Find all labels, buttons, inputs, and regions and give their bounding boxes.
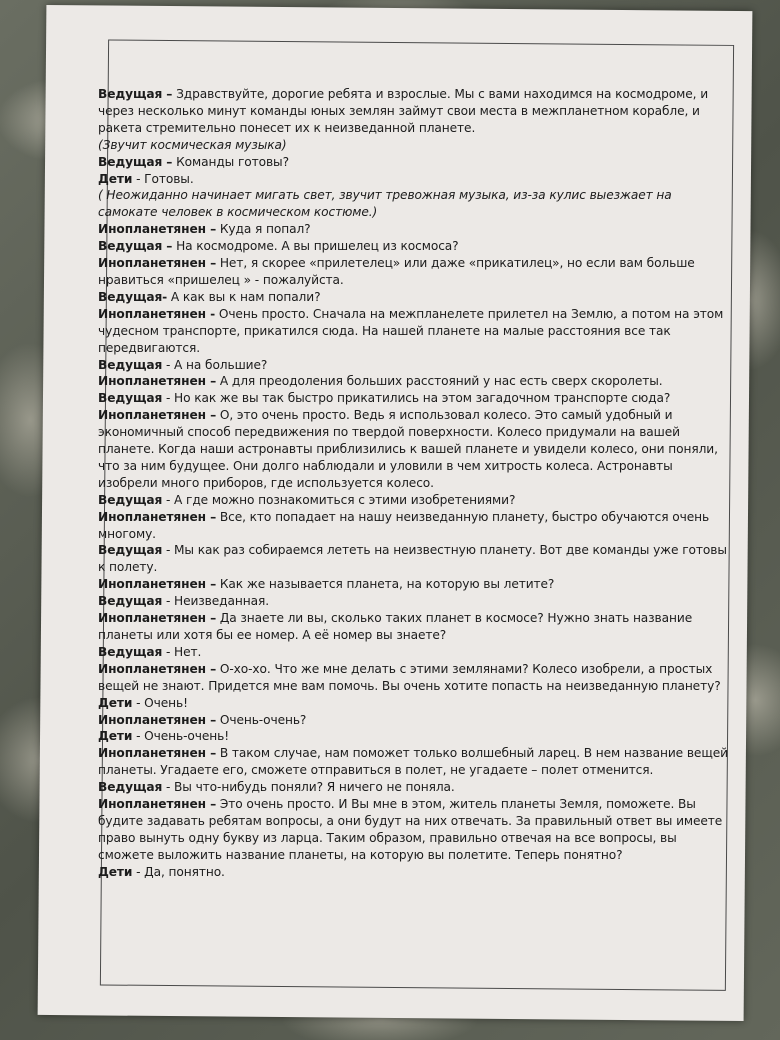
- dialogue-text: - А где можно познакомиться с этими изобретениями?: [162, 492, 516, 507]
- speaker-name: Инопланетянен –: [98, 746, 217, 761]
- script-text: [98, 86, 728, 881]
- dialogue-line: [98, 576, 728, 593]
- dialogue-text: На космодроме. А вы пришелец из космоса?: [172, 239, 459, 254]
- dialogue-line: [98, 390, 728, 407]
- speaker-name: Ведущая: [98, 543, 163, 558]
- speaker-name: Ведущая –: [98, 87, 173, 101]
- dialogue-line: [98, 610, 728, 644]
- dialogue-line: [98, 661, 728, 695]
- dialogue-line: [98, 712, 728, 729]
- speaker-name: Инопланетянен –: [98, 611, 217, 626]
- dialogue-text: Очень просто. Сначала на межпланелете прилетел на Землю, а потом на этом чудесном транспорте, прикатился сюда. На нашей планете на малые расстояния все так передвигаются.: [98, 306, 724, 355]
- dialogue-line: [98, 779, 728, 796]
- dialogue-line: [98, 289, 728, 306]
- speaker-name: Дети: [98, 729, 133, 744]
- dialogue-line: [98, 492, 728, 509]
- dialogue-line: [98, 171, 728, 188]
- dialogue-line: [98, 86, 728, 137]
- speaker-name: Инопланетянен –: [98, 797, 217, 812]
- speaker-name: Ведущая: [98, 391, 163, 406]
- dialogue-text: - Неизведанная.: [162, 594, 269, 609]
- speaker-name: Ведущая: [98, 492, 163, 507]
- dialogue-text: - Мы как раз собираемся лететь на неизвестную планету. Вот две команды уже готовы к полету.: [98, 543, 727, 575]
- dialogue-text: А как вы к нам попали?: [167, 289, 321, 304]
- stage-direction-text: ( Неожиданно начинает мигать свет, звучит тревожная музыка, из-за кулис выезжает на самокате человек в космическом костюме.): [98, 188, 672, 220]
- speaker-name: Инопланетянен –: [98, 661, 217, 676]
- speaker-name: Дети: [98, 864, 133, 879]
- speaker-name: Ведущая –: [98, 154, 173, 169]
- dialogue-line: [98, 357, 728, 374]
- speaker-name: Дети: [98, 171, 133, 186]
- dialogue-line: [98, 221, 728, 238]
- dialogue-text: Да знаете ли вы, сколько таких планет в космосе? Нужно знать название планеты или хотя бы ее номер. А её номер вы знаете?: [98, 611, 693, 642]
- dialogue-text: Как же называется планета, на которую вы летите?: [216, 577, 555, 592]
- dialogue-text: Очень-очень?: [216, 712, 307, 727]
- speaker-name: Дети: [98, 695, 133, 710]
- dialogue-line: [98, 796, 728, 864]
- dialogue-text: - Очень!: [132, 695, 188, 710]
- dialogue-line: [98, 373, 728, 390]
- dialogue-text: О-хо-хо. Что же мне делать с этими землянами? Колесо изобрели, а простых вещей не знают. Придется мне вам помочь. Вы очень хотите попасть на неизведанную планету?: [98, 661, 721, 693]
- speaker-name: Ведущая: [98, 357, 163, 372]
- dialogue-text: О, это очень просто. Ведь я использовал колесо. Это самый удобный и экономичный способ передвижения по твердой поверхности. Колесо придумали на вашей планете. Когда наши астронавты приблизились к вашей планете и увидели колесо, они поняли, что за ним будущее. Они долго наблюдали и уловили в чем хитрость колеса. Астронавты изобрели много приборов, где используется колесо.: [98, 408, 718, 490]
- dialogue-line: [98, 509, 728, 543]
- dialogue-text: Куда я попал?: [216, 222, 311, 237]
- speaker-name: Ведущая: [98, 644, 163, 659]
- dialogue-line: [98, 255, 728, 289]
- speaker-name: Инопланетянен -: [98, 306, 216, 321]
- dialogue-text: Нет, я скорее «прилетелец» или даже «прикатилец», но если вам больше нравиться «пришелец » - пожалуйста.: [98, 256, 695, 287]
- dialogue-text: - А на большие?: [162, 357, 268, 372]
- speaker-name: Ведущая: [98, 780, 163, 795]
- speaker-name: Инопланетянен –: [98, 374, 217, 389]
- dialogue-line: [98, 238, 728, 255]
- speaker-name: Инопланетянен –: [98, 712, 217, 727]
- dialogue-text: - Вы что-нибудь поняли? Я ничего не поняла.: [162, 780, 455, 795]
- speaker-name: Инопланетянен –: [98, 222, 217, 237]
- dialogue-line: [98, 644, 728, 661]
- speaker-name: Инопланетянен –: [98, 408, 217, 423]
- dialogue-text: Это очень просто. И Вы мне в этом, житель планеты Земля, поможете. Вы будите задавать ребятам вопросы, а они будут на них отвечать. За правильный ответ вы имеете право вынуть одну букву из ларца. Таким образом, правильно отвечая на все вопросы, вы сможете выложить название планеты, на которую вы полетите. Теперь понятно?: [98, 797, 723, 862]
- dialogue-line: [98, 593, 728, 610]
- speaker-name: Ведущая: [98, 594, 163, 609]
- dialogue-line: [98, 728, 728, 745]
- dialogue-line: [98, 745, 728, 779]
- speaker-name: Ведущая –: [98, 239, 173, 254]
- dialogue-text: - Да, понятно.: [132, 864, 225, 879]
- stage-direction-text: (Звучит космическая музыка): [98, 137, 287, 152]
- dialogue-line: [98, 154, 728, 171]
- speaker-name: Инопланетянен –: [98, 577, 217, 592]
- dialogue-text: - Готовы.: [132, 171, 194, 186]
- speaker-name: Инопланетянен –: [98, 256, 217, 271]
- dialogue-text: Здравствуйте, дорогие ребята и взрослые. Мы с вами находимся на космодроме, и через несколько минут команды юных землян займут свои места в межпланетном корабле, и ракета стремительно понесет их к неизведанной планете.: [98, 87, 709, 135]
- dialogue-text: - Нет.: [162, 644, 202, 659]
- speaker-name: Инопланетянен –: [98, 509, 217, 524]
- dialogue-line: [98, 695, 728, 712]
- dialogue-line: [98, 407, 728, 492]
- dialogue-text: Команды готовы?: [172, 154, 289, 169]
- dialogue-text: А для преодоления больших расстояний у нас есть сверх скоролеты.: [216, 374, 663, 389]
- dialogue-text: Все, кто попадает на нашу неизведанную планету, быстро обучаются очень многому.: [98, 509, 710, 541]
- dialogue-text: В таком случае, нам поможет только волшебный ларец. В нем название вещей планеты. Угадаете его, сможете отправиться в полет, не угадаете – полет отменится.: [98, 746, 728, 778]
- dialogue-line: [98, 542, 728, 576]
- dialogue-text: - Но как же вы так быстро прикатились на этом загадочном транспорте сюда?: [162, 391, 671, 406]
- dialogue-text: - Очень-очень!: [132, 729, 230, 744]
- dialogue-line: [98, 864, 728, 881]
- stage-direction: [98, 187, 728, 221]
- speaker-name: Ведущая-: [98, 289, 168, 304]
- dialogue-line: [98, 306, 728, 357]
- stage-direction: [98, 137, 728, 154]
